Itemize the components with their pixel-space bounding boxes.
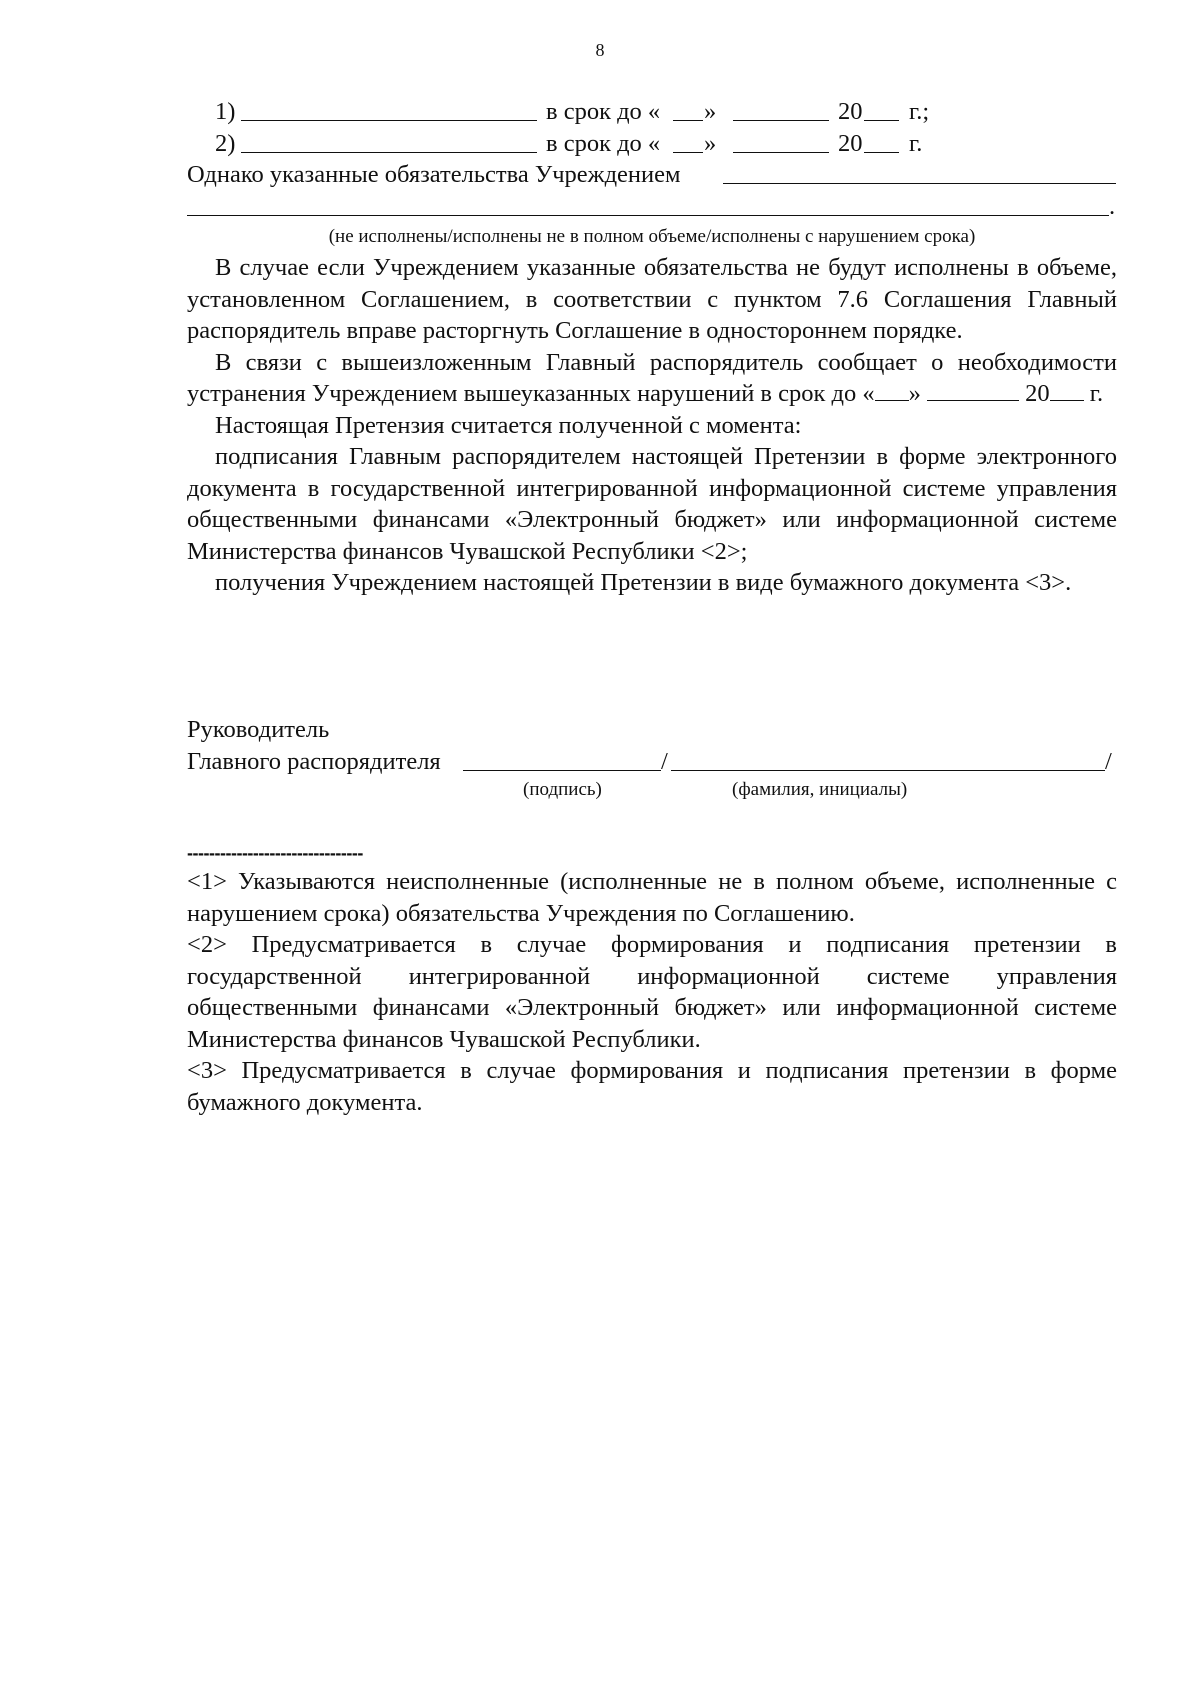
signature-hints xyxy=(187,777,1117,803)
page-number: 8 xyxy=(595,40,605,60)
deadline-label: в срок до « xyxy=(546,98,661,125)
however-blank xyxy=(723,159,1116,184)
year-blank xyxy=(864,96,899,121)
obligation-item-2 xyxy=(187,128,1117,160)
item-number: 2) xyxy=(215,129,236,157)
paragraph-received-signing: подписания Главным распорядителем настоящей Претензии в форме электронного документа в государственной интегрированной информационной системе управления общественными финансами «Электронный бюджет» или информационной системе Министерства финансов Чувашской Республики <2>; xyxy=(187,443,1117,565)
signature-blank xyxy=(463,746,661,771)
obligation-item-1 xyxy=(187,96,1117,128)
remedy-month-blank xyxy=(927,380,1019,401)
main-text xyxy=(187,252,1117,599)
remedy-year-blank xyxy=(1050,380,1084,401)
year-prefix: 20 xyxy=(838,129,863,157)
year-suffix: г.; xyxy=(909,98,930,125)
remedy-day-blank xyxy=(875,380,909,401)
footnotes xyxy=(187,838,1117,1118)
however-blank-2 xyxy=(187,191,1109,216)
name-blank xyxy=(671,746,1105,771)
obligation-blank-2 xyxy=(241,128,537,153)
footnote-1: <1> Указываются неисполненные (исполненные не в полном объеме, исполненные с нарушением срока) обязательства Учреждения по Соглашению. xyxy=(187,868,1117,927)
paragraph-received-intro: Настоящая Претензия считается полученной с момента: xyxy=(215,411,802,439)
year-prefix: 20 xyxy=(838,98,863,125)
quote-close: » xyxy=(704,129,717,157)
obligation-blank-1 xyxy=(241,96,537,121)
month-blank xyxy=(733,128,829,153)
footnote-separator: -------------------------------- xyxy=(187,843,363,863)
paragraph-remedy xyxy=(187,347,1117,410)
footnote-3: <3> Предусматривается в случае формирования и подписания претензии в форме бумажного документа. xyxy=(187,1057,1117,1116)
hint-name: (фамилия, инициалы) xyxy=(732,779,908,800)
day-blank xyxy=(673,96,703,121)
deadline-label: в срок до « xyxy=(546,129,661,157)
day-blank xyxy=(673,128,703,153)
month-blank xyxy=(733,96,829,121)
signature-title-line2 xyxy=(187,746,1117,778)
signature-slash-1: / xyxy=(661,747,668,775)
paragraph-remedy-text: В связи с вышеизложенным Главный распорядитель сообщает о необходимости устранения Учреждением вышеуказанных нарушений в срок до « xyxy=(187,348,1117,407)
footnote-2: <2> Предусматривается в случае формирования и подписания претензии в государственной интегрированной информационной системе управления общественными финансами «Электронный бюджет» или информационной системе Министерства финансов Чувашской Республики. xyxy=(187,931,1117,1053)
remedy-year-prefix: 20 xyxy=(1025,380,1050,407)
signature-block xyxy=(187,714,1117,803)
remedy-year-suffix: г. xyxy=(1089,380,1104,407)
remedy-quote-close: » xyxy=(908,380,921,407)
quote-close: » xyxy=(704,98,717,125)
signature-title: Главного распорядителя xyxy=(187,747,441,775)
however-end: . xyxy=(1109,192,1116,220)
paragraph-received-paper: получения Учреждением настоящей Претензии в виде бумажного документа <3>. xyxy=(215,569,1072,596)
signature-slash-2: / xyxy=(1105,747,1112,775)
signature-title-line1: Руководитель xyxy=(187,716,330,743)
however-hint: (не исполнены/исполнены не в полном объеме/исполнены с нарушением срока) xyxy=(328,226,976,247)
year-blank xyxy=(864,128,899,153)
however-text: Однако указанные обязательства Учреждением xyxy=(187,161,681,188)
year-suffix: г. xyxy=(909,129,923,157)
however-line xyxy=(187,159,1117,191)
paragraph-termination: В случае если Учреждением указанные обязательства не будут исполнены в объеме, установленном Соглашением, в соответствии с пунктом 7.6 Соглашения Главный распорядитель вправе расторгнуть Соглашение в одностороннем порядке. xyxy=(187,254,1117,344)
obligations-list xyxy=(187,96,1117,222)
item-number: 1) xyxy=(215,98,236,125)
however-continuation xyxy=(187,191,1117,223)
hint-signature: (подпись) xyxy=(523,779,602,800)
